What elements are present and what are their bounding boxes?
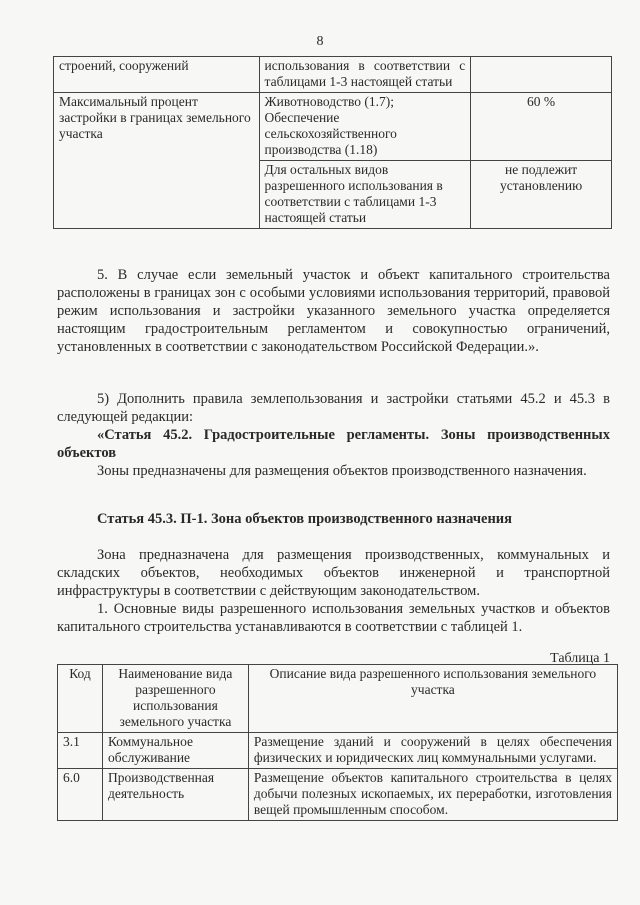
table-header-row <box>58 665 618 733</box>
table-cell-description: Размещение зданий и сооружений в целях обеспечения физических и юридических лиц коммунальными услугами. <box>248 733 617 769</box>
table-row <box>58 769 618 821</box>
table-cell-name: Производственная деятельность <box>102 769 248 821</box>
table-cell: 60 % <box>471 93 612 161</box>
table-row <box>58 733 618 769</box>
header-name: Наименование вида разрешенного использования земельного участка <box>102 665 248 733</box>
table-cell: не подлежит установлению <box>471 161 612 229</box>
zone-description-block <box>57 546 610 636</box>
table-cell-code: 6.0 <box>58 769 103 821</box>
table-row <box>54 57 612 93</box>
table-cell-name: Коммунальное обслуживание <box>102 733 248 769</box>
point-1: 1. Основные виды разрешенного использования земельных участков и объектов капитального строительства устанавливаются в соответствии с таблицей 1. <box>57 601 610 635</box>
table-cell <box>471 57 612 93</box>
table-row <box>54 93 612 161</box>
table-cell: использования в соответствии с таблицами 1-3 настоящей статьи <box>259 57 471 93</box>
table-cell: Для остальных видов разрешенного использования в соответствии с таблицами 1-3 настоящей статьи <box>259 161 471 229</box>
article-45-2-title: «Статья 45.2. Градостроительные регламенты. Зоны производственных объектов <box>57 427 610 461</box>
table-label: Таблица 1 <box>550 651 610 666</box>
article-45-3-title: Статья 45.3. П-1. Зона объектов производственного назначения <box>97 511 512 527</box>
paragraph-5: 5. В случае если земельный участок и объект капитального строительства расположены в границах зон с особыми условиями использования территорий, правовой режим использования и застройки указанного земельного участка определяется настоящим градостроительным регламентом и совокупностью ограничений, установленных в соответствии с законодательством Российской Федерации.». <box>57 267 610 355</box>
body-text <box>57 266 610 356</box>
header-description: Описание вида разрешенного использования земельного участка <box>248 665 617 733</box>
table-cell-description: Размещение объектов капитального строительства в целях добычи полезных ископаемых, их переработки, изготовления вещей промышленным способом. <box>248 769 617 821</box>
page-number: 8 <box>316 34 324 49</box>
regulations-table <box>53 56 612 229</box>
table-cell: строений, сооружений <box>54 57 260 93</box>
header-code: Код <box>58 665 103 733</box>
table-cell: Животноводство (1.7); Обеспечение сельскохозяйственного производства (1.18) <box>259 93 471 161</box>
table-cell: Максимальный процент застройки в границах земельного участка <box>54 93 260 229</box>
table-cell-code: 3.1 <box>58 733 103 769</box>
article-45-2-text: Зоны предназначены для размещения объектов производственного назначения. <box>97 463 587 479</box>
zone-description: Зона предназначена для размещения производственных, коммунальных и складских объектов, необходимых объектов инженерной и транспортной инфраструктуры в соответствии с действующим законодательством. <box>57 547 610 599</box>
amendment-block <box>57 390 610 480</box>
item-5: 5) Дополнить правила землепользования и застройки статьями 45.2 и 45.3 в следующей редакции: <box>57 391 610 425</box>
permitted-use-table <box>57 664 618 821</box>
